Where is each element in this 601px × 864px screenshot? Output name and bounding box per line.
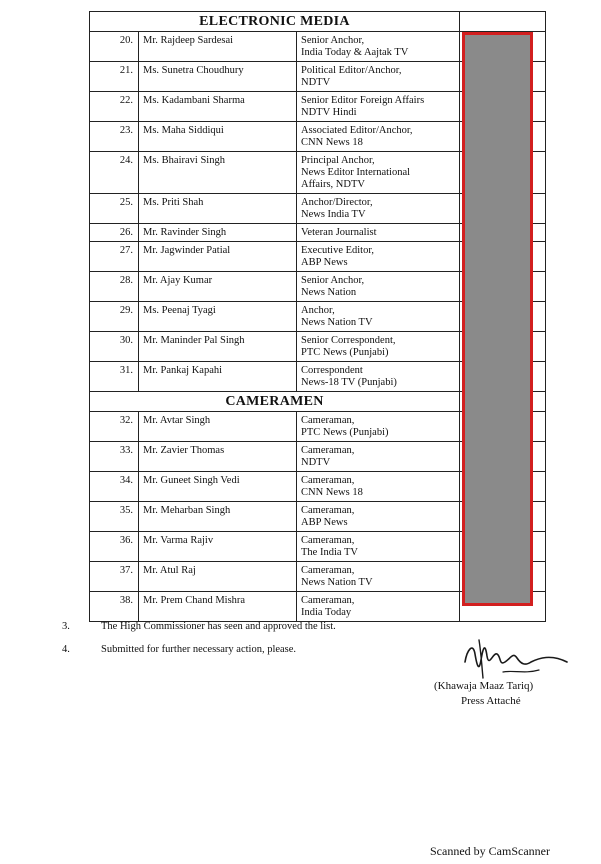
section-header-row: [90, 12, 546, 32]
designation-line: CNN News 18: [301, 487, 363, 498]
person-name: Ms. Priti Shah: [139, 194, 297, 224]
designation-cell: [297, 92, 460, 122]
person-name: Mr. Pankaj Kapahi: [139, 362, 297, 392]
designation-cell: [297, 442, 460, 472]
designation-line: Anchor,: [301, 305, 335, 316]
serial-number: 21.: [90, 62, 139, 92]
designation-cell: [297, 592, 460, 622]
serial-number: 37.: [90, 562, 139, 592]
designation-line: Principal Anchor,: [301, 155, 375, 166]
serial-number: 38.: [90, 592, 139, 622]
designation-cell: [297, 32, 460, 62]
serial-number: 32.: [90, 412, 139, 442]
serial-number: 24.: [90, 152, 139, 194]
designation-line: India Today & Aajtak TV: [301, 47, 409, 58]
designation-cell: [297, 224, 460, 242]
scanner-watermark: Scanned by CamScanner: [430, 844, 550, 858]
designation-line: Cameraman,: [301, 595, 355, 606]
designation-cell: [297, 272, 460, 302]
designation-cell: [297, 152, 460, 194]
designation-line: The India TV: [301, 547, 358, 558]
designation-cell: [297, 472, 460, 502]
designation-line: Cameraman,: [301, 415, 355, 426]
designation-cell: [297, 502, 460, 532]
person-name: Mr. Ajay Kumar: [139, 272, 297, 302]
paragraph-number: 4.: [62, 644, 70, 655]
designation-line: Senior Anchor,: [301, 275, 365, 286]
designation-cell: [297, 362, 460, 392]
paragraph-text: Submitted for further necessary action, please.: [101, 644, 297, 655]
designation-line: News-18 TV (Punjabi): [301, 377, 397, 388]
person-name: Mr. Varma Rajiv: [139, 532, 297, 562]
designation-line: PTC News (Punjabi): [301, 347, 389, 358]
serial-number: 23.: [90, 122, 139, 152]
designation-line: Cameraman,: [301, 505, 355, 516]
designation-line: CNN News 18: [301, 137, 363, 148]
designation-line: Senior Anchor,: [301, 35, 365, 46]
serial-number: 20.: [90, 32, 139, 62]
designation-line: Senior Editor Foreign Affairs: [301, 95, 425, 106]
designation-line: Veteran Journalist: [301, 227, 377, 238]
designation-cell: [297, 194, 460, 224]
designation-line: PTC News (Punjabi): [301, 427, 389, 438]
designation-line: Cameraman,: [301, 445, 355, 456]
person-name: Ms. Bhairavi Singh: [139, 152, 297, 194]
remarks-cell: [460, 12, 546, 32]
section-title: ELECTRONIC MEDIA: [90, 12, 460, 32]
person-name: Mr. Rajdeep Sardesai: [139, 32, 297, 62]
designation-cell: [297, 62, 460, 92]
person-name: Mr. Jagwinder Patial: [139, 242, 297, 272]
designation-line: Affairs, NDTV: [301, 179, 365, 190]
person-name: Ms. Kadambani Sharma: [139, 92, 297, 122]
designation-line: Cameraman,: [301, 535, 355, 546]
designation-line: NDTV: [301, 457, 331, 468]
designation-line: Executive Editor,: [301, 245, 375, 256]
serial-number: 31.: [90, 362, 139, 392]
person-name: Mr. Atul Raj: [139, 562, 297, 592]
person-name: Mr. Maninder Pal Singh: [139, 332, 297, 362]
serial-number: 29.: [90, 302, 139, 332]
designation-line: Associated Editor/Anchor,: [301, 125, 413, 136]
serial-number: 28.: [90, 272, 139, 302]
person-name: Mr. Zavier Thomas: [139, 442, 297, 472]
paragraph-text: The High Commissioner has seen and approved the list.: [101, 621, 336, 632]
designation-line: ABP News: [301, 517, 348, 528]
person-name: Mr. Avtar Singh: [139, 412, 297, 442]
designation-line: ABP News: [301, 257, 348, 268]
designation-cell: [297, 532, 460, 562]
designation-line: News Nation TV: [301, 577, 373, 588]
person-name: Mr. Meharban Singh: [139, 502, 297, 532]
designation-line: NDTV Hindi: [301, 107, 357, 118]
redaction-box: [462, 32, 533, 606]
designation-line: Senior Correspondent,: [301, 335, 396, 346]
person-name: Ms. Maha Siddiqui: [139, 122, 297, 152]
paragraph-number: 3.: [62, 621, 70, 632]
serial-number: 35.: [90, 502, 139, 532]
designation-line: Political Editor/Anchor,: [301, 65, 402, 76]
person-name: Mr. Ravinder Singh: [139, 224, 297, 242]
designation-cell: [297, 562, 460, 592]
designation-line: Cameraman,: [301, 475, 355, 486]
serial-number: 34.: [90, 472, 139, 502]
designation-line: Cameraman,: [301, 565, 355, 576]
serial-number: 30.: [90, 332, 139, 362]
designation-line: News Nation: [301, 287, 357, 298]
serial-number: 27.: [90, 242, 139, 272]
signatory-name: (Khawaja Maaz Tariq): [434, 680, 534, 692]
person-name: Ms. Peenaj Tyagi: [139, 302, 297, 332]
designation-line: News India TV: [301, 209, 366, 220]
serial-number: 22.: [90, 92, 139, 122]
serial-number: 25.: [90, 194, 139, 224]
person-name: Mr. Guneet Singh Vedi: [139, 472, 297, 502]
person-name: Ms. Sunetra Choudhury: [139, 62, 297, 92]
designation-line: NDTV: [301, 77, 331, 88]
person-name: Mr. Prem Chand Mishra: [139, 592, 297, 622]
designation-line: India Today: [301, 607, 352, 618]
designation-cell: [297, 412, 460, 442]
designation-line: Anchor/Director,: [301, 197, 373, 208]
serial-number: 36.: [90, 532, 139, 562]
designation-cell: [297, 302, 460, 332]
section-title: CAMERAMEN: [90, 392, 460, 412]
designation-line: Correspondent: [301, 365, 363, 376]
signatory-title: Press Attaché: [461, 695, 521, 707]
serial-number: 26.: [90, 224, 139, 242]
designation-cell: [297, 242, 460, 272]
designation-line: News Nation TV: [301, 317, 373, 328]
designation-line: News Editor International: [301, 167, 411, 178]
designation-cell: [297, 122, 460, 152]
serial-number: 33.: [90, 442, 139, 472]
designation-cell: [297, 332, 460, 362]
